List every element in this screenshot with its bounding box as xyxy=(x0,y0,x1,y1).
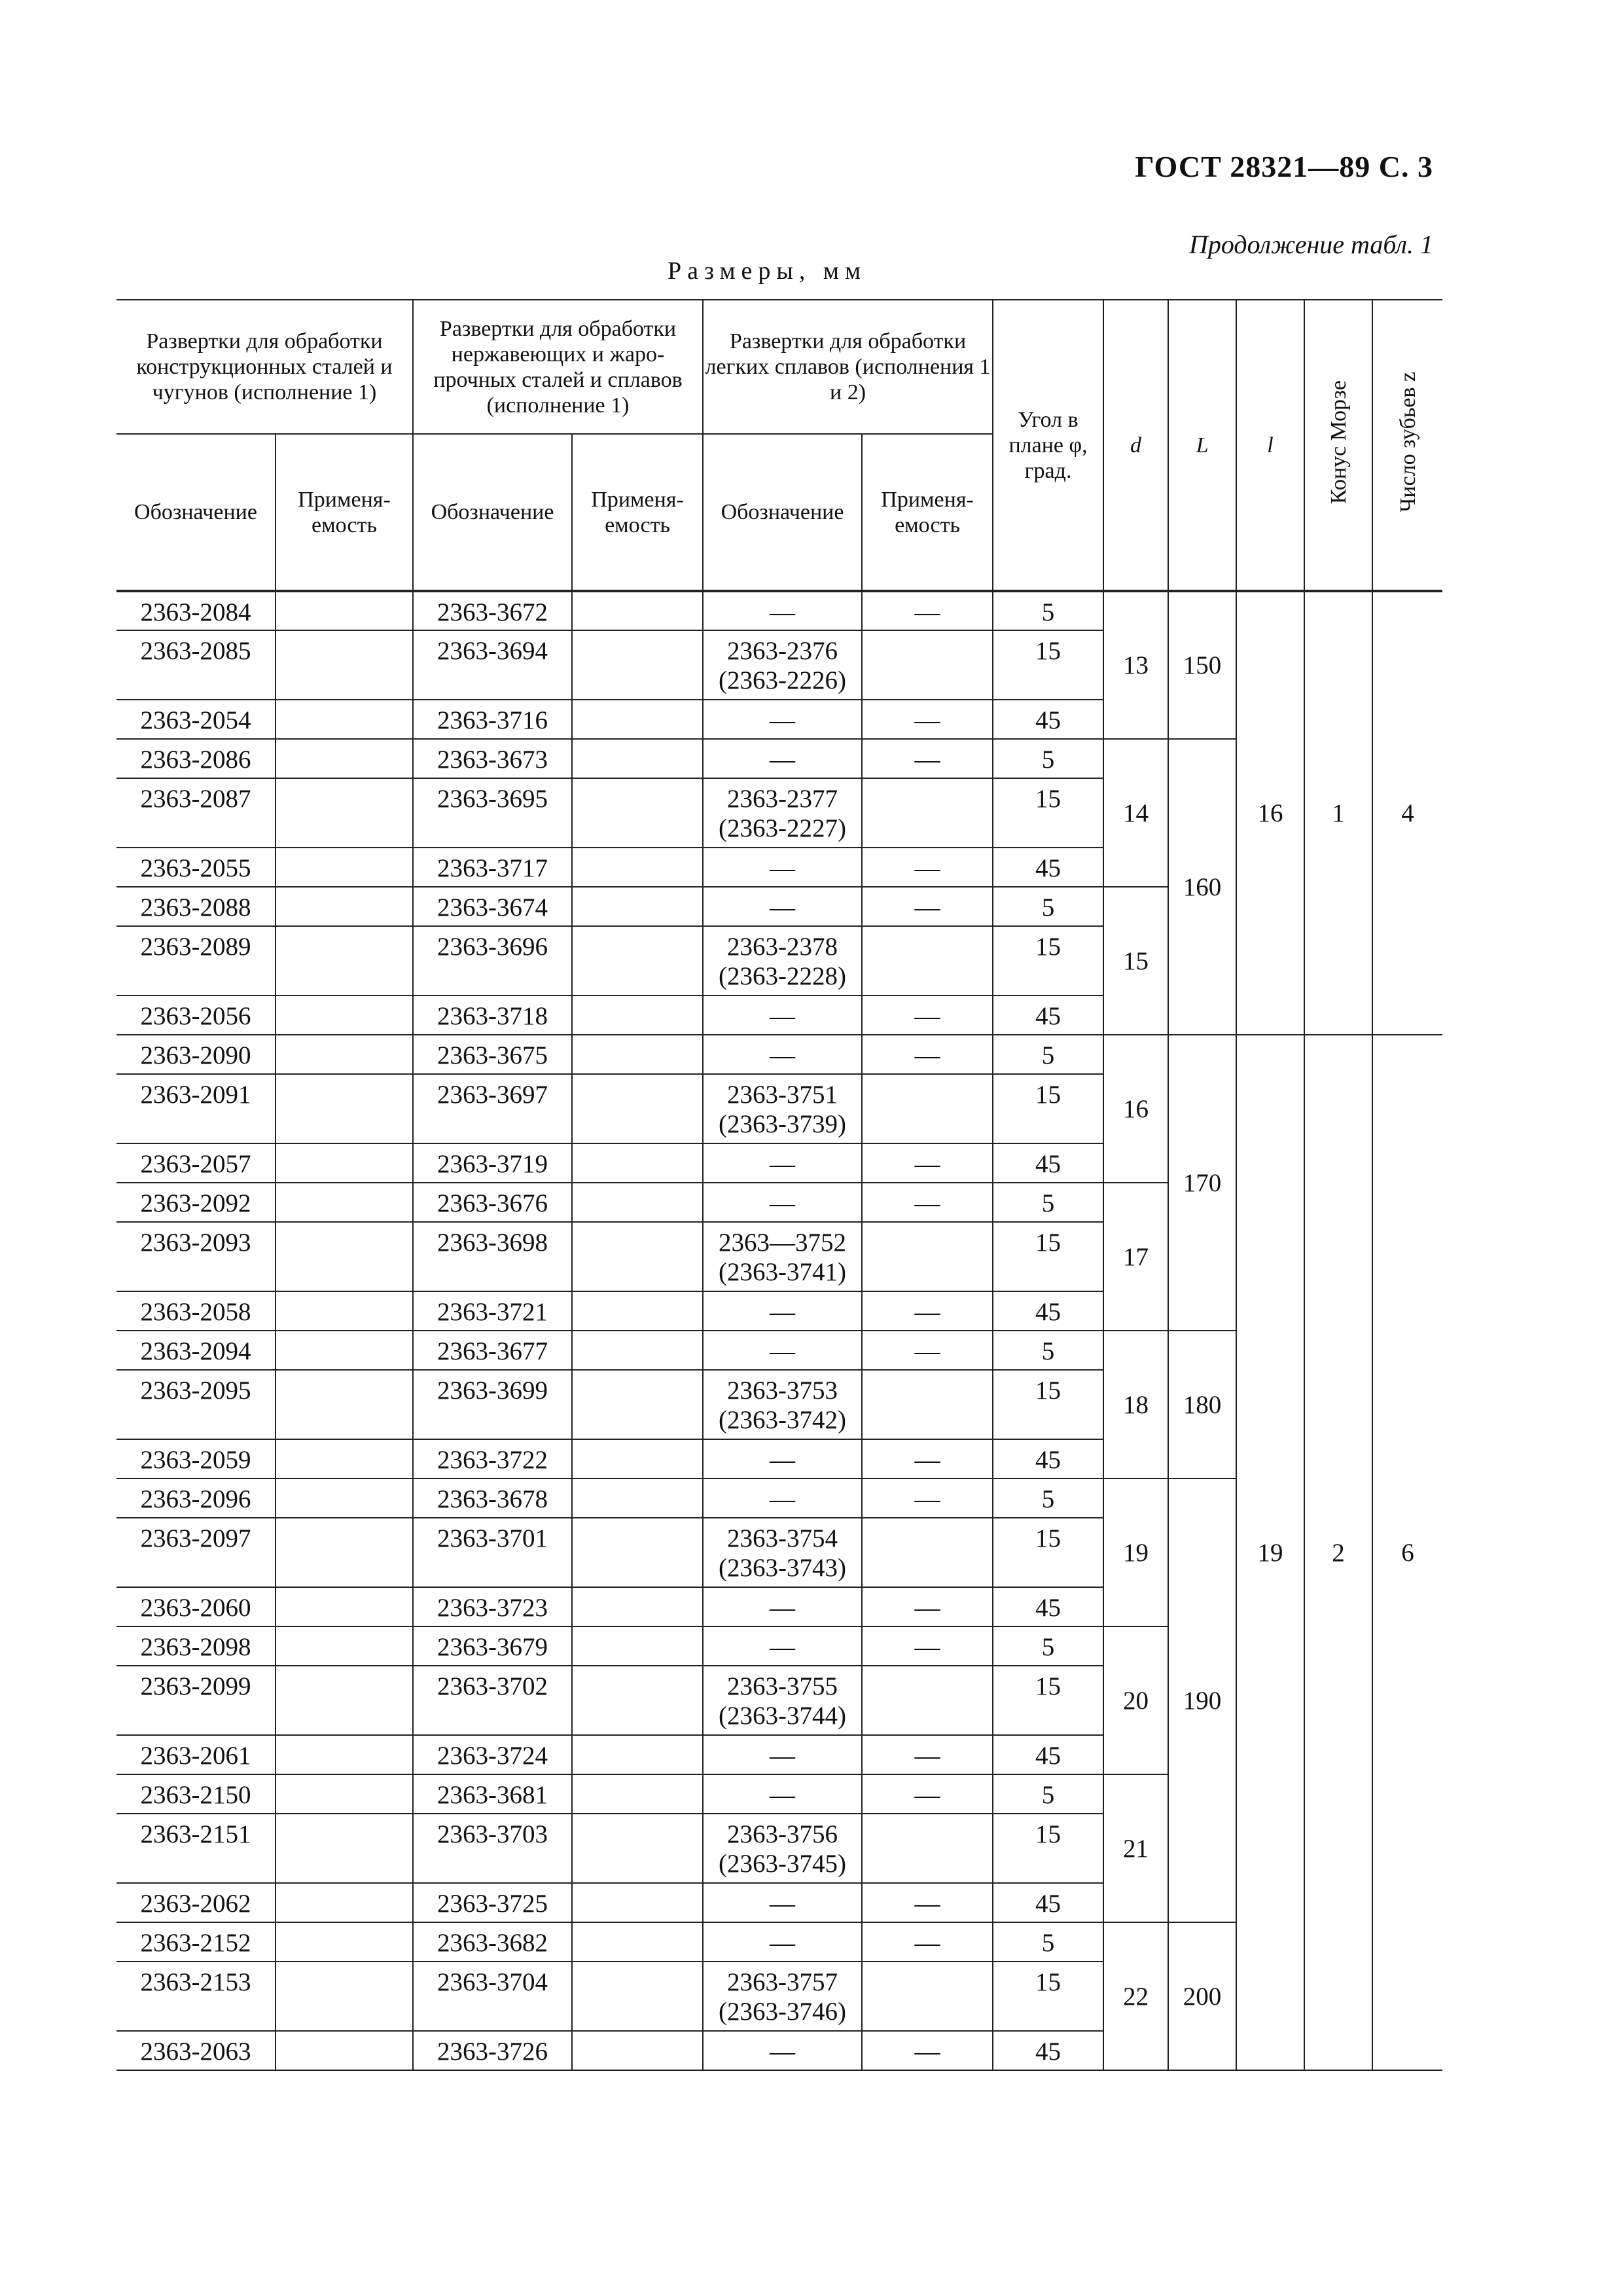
applicability-light-alloy: — xyxy=(862,591,993,630)
applicability-structural xyxy=(276,1626,413,1666)
designation-light-alloy-alt: (2363-3746) xyxy=(719,1998,847,2026)
designation-stainless: 2363-3677 xyxy=(413,1331,572,1370)
applicability-structural xyxy=(276,1143,413,1183)
designation-structural: 2363-2058 xyxy=(116,1291,276,1331)
designation-structural: 2363-2056 xyxy=(116,996,276,1035)
d-value: 13 xyxy=(1103,591,1168,739)
applicability-stainless xyxy=(572,1922,703,1962)
designation-light-alloy-primary: 2363-3754 xyxy=(727,1524,838,1552)
applicability-structural xyxy=(276,1883,413,1922)
designation-stainless: 2363-3703 xyxy=(413,1814,572,1883)
designation-light-alloy-primary: — xyxy=(770,1150,796,1178)
applicability-structural xyxy=(276,739,413,778)
applicability-stainless xyxy=(572,1222,703,1291)
group-header-light-alloys: Развертки для обработки легких сплавов (исполнения 1 и 2) xyxy=(703,300,993,434)
designation-structural: 2363-2094 xyxy=(116,1331,276,1370)
designation-light-alloy-primary: — xyxy=(770,893,796,922)
applicability-light-alloy xyxy=(862,1222,993,1291)
dimensions-caption: Размеры, мм xyxy=(668,257,867,285)
designation-light-alloy-alt: (2363-3745) xyxy=(719,1850,847,1878)
continuation-note: Продолжение табл. 1 xyxy=(1188,230,1433,259)
designation-stainless: 2363-3698 xyxy=(413,1222,572,1291)
col-header-d: d xyxy=(1103,300,1168,591)
designation-structural: 2363-2086 xyxy=(116,739,276,778)
applicability-stainless xyxy=(572,1962,703,2031)
applicability-stainless xyxy=(572,1291,703,1331)
d-value: 20 xyxy=(1103,1626,1168,1774)
applicability-structural xyxy=(276,848,413,887)
applicability-light-alloy xyxy=(862,630,993,700)
morse-value: 1 xyxy=(1304,591,1372,1035)
applicability-stainless xyxy=(572,926,703,996)
designation-stainless: 2363-3682 xyxy=(413,1922,572,1962)
angle-value: 45 xyxy=(993,1587,1103,1626)
applicability-stainless xyxy=(572,700,703,739)
applicability-stainless xyxy=(572,739,703,778)
applicability-structural xyxy=(276,1222,413,1291)
applicability-light-alloy: — xyxy=(862,1143,993,1183)
d-value: 15 xyxy=(1103,887,1168,1035)
designation-light-alloy xyxy=(703,1143,862,1183)
designation-light-alloy xyxy=(703,1291,862,1331)
applicability-light-alloy: — xyxy=(862,1183,993,1222)
angle-value: 15 xyxy=(993,1222,1103,1291)
designation-stainless: 2363-3681 xyxy=(413,1774,572,1814)
applicability-light-alloy: — xyxy=(862,1922,993,1962)
page-header: ГОСТ 28321—89 С. 3 xyxy=(1135,150,1433,183)
designation-stainless: 2363-3672 xyxy=(413,591,572,630)
applicability-stainless xyxy=(572,1035,703,1074)
L-value: 160 xyxy=(1168,739,1236,1035)
applicability-structural xyxy=(276,996,413,1035)
designation-light-alloy-primary: — xyxy=(770,706,796,734)
designation-light-alloy-primary: — xyxy=(770,1298,796,1326)
applicability-light-alloy xyxy=(862,1370,993,1439)
teeth-value: 4 xyxy=(1372,591,1442,1035)
applicability-structural xyxy=(276,1962,413,2031)
applicability-stainless xyxy=(572,1439,703,1479)
designation-light-alloy-alt: (2363-3742) xyxy=(719,1406,847,1434)
designation-light-alloy xyxy=(703,1774,862,1814)
designation-structural: 2363-2063 xyxy=(116,2031,276,2070)
applicability-light-alloy xyxy=(862,1814,993,1883)
designation-light-alloy-primary: — xyxy=(770,854,796,882)
designation-light-alloy xyxy=(703,778,862,848)
angle-value: 45 xyxy=(993,2031,1103,2070)
applicability-structural xyxy=(276,1587,413,1626)
angle-value: 5 xyxy=(993,1774,1103,1814)
table-row xyxy=(116,1035,1442,1074)
designation-light-alloy-primary: — xyxy=(770,1742,796,1770)
col-header-l: l xyxy=(1236,300,1304,591)
designation-stainless: 2363-3679 xyxy=(413,1626,572,1666)
angle-value: 45 xyxy=(993,1735,1103,1774)
applicability-structural xyxy=(276,1666,413,1735)
applicability-structural xyxy=(276,887,413,926)
designation-light-alloy xyxy=(703,1222,862,1291)
designation-stainless: 2363-3704 xyxy=(413,1962,572,2031)
applicability-stainless xyxy=(572,848,703,887)
designation-structural: 2363-2150 xyxy=(116,1774,276,1814)
designation-light-alloy-alt: (2363-2227) xyxy=(719,814,847,842)
angle-value: 5 xyxy=(993,1922,1103,1962)
designation-light-alloy xyxy=(703,996,862,1035)
angle-value: 45 xyxy=(993,996,1103,1035)
applicability-stainless xyxy=(572,1814,703,1883)
applicability-stainless xyxy=(572,630,703,700)
applicability-stainless xyxy=(572,1143,703,1183)
applicability-light-alloy: — xyxy=(862,700,993,739)
applicability-structural xyxy=(276,1035,413,1074)
designation-light-alloy xyxy=(703,1074,862,1143)
angle-value: 45 xyxy=(993,1143,1103,1183)
designation-light-alloy xyxy=(703,1479,862,1518)
d-value: 16 xyxy=(1103,1035,1168,1183)
designation-light-alloy-primary: 2363-2377 xyxy=(727,785,838,813)
applicability-light-alloy: — xyxy=(862,1035,993,1074)
applicability-light-alloy: — xyxy=(862,1331,993,1370)
applicability-light-alloy: — xyxy=(862,1774,993,1814)
morse-value: 2 xyxy=(1304,1035,1372,2070)
designation-light-alloy xyxy=(703,1587,862,1626)
d-value: 14 xyxy=(1103,739,1168,887)
designation-stainless: 2363-3722 xyxy=(413,1439,572,1479)
designation-structural: 2363-2088 xyxy=(116,887,276,926)
designation-light-alloy-primary: 2363-3755 xyxy=(727,1672,838,1700)
col-header-designation-2: Обозначение xyxy=(413,434,572,591)
L-value: 150 xyxy=(1168,591,1236,739)
designation-light-alloy-primary: 2363-3756 xyxy=(727,1820,838,1848)
designation-stainless: 2363-3717 xyxy=(413,848,572,887)
angle-value: 15 xyxy=(993,778,1103,848)
designation-stainless: 2363-3724 xyxy=(413,1735,572,1774)
d-value: 18 xyxy=(1103,1331,1168,1479)
applicability-structural xyxy=(276,1479,413,1518)
designation-structural: 2363-2085 xyxy=(116,630,276,700)
angle-value: 5 xyxy=(993,887,1103,926)
designation-light-alloy xyxy=(703,1439,862,1479)
d-value: 17 xyxy=(1103,1183,1168,1331)
designation-stainless: 2363-3701 xyxy=(413,1518,572,1587)
designation-structural: 2363-2093 xyxy=(116,1222,276,1291)
designation-stainless: 2363-3725 xyxy=(413,1883,572,1922)
applicability-stainless xyxy=(572,1666,703,1735)
designation-light-alloy-primary: — xyxy=(770,1890,796,1918)
angle-value: 5 xyxy=(993,1626,1103,1666)
applicability-light-alloy xyxy=(862,1518,993,1587)
applicability-light-alloy: — xyxy=(862,739,993,778)
angle-value: 45 xyxy=(993,848,1103,887)
designation-stainless: 2363-3723 xyxy=(413,1587,572,1626)
designation-light-alloy xyxy=(703,591,862,630)
applicability-light-alloy xyxy=(862,1962,993,2031)
designation-light-alloy-primary: — xyxy=(770,1485,796,1513)
applicability-structural xyxy=(276,1370,413,1439)
applicability-stainless xyxy=(572,1183,703,1222)
designation-light-alloy-primary: — xyxy=(770,745,796,774)
designation-light-alloy-primary: 2363—3752 xyxy=(719,1229,847,1257)
designation-light-alloy xyxy=(703,926,862,996)
designation-light-alloy xyxy=(703,1626,862,1666)
applicability-stainless xyxy=(572,1518,703,1587)
applicability-structural xyxy=(276,2031,413,2070)
applicability-stainless xyxy=(572,1587,703,1626)
L-value: 170 xyxy=(1168,1035,1236,1331)
designation-light-alloy xyxy=(703,1922,862,1962)
applicability-stainless xyxy=(572,1626,703,1666)
applicability-light-alloy: — xyxy=(862,996,993,1035)
applicability-structural xyxy=(276,1774,413,1814)
angle-value: 15 xyxy=(993,630,1103,700)
d-value: 22 xyxy=(1103,1922,1168,2070)
designation-structural: 2363-2089 xyxy=(116,926,276,996)
angle-value: 15 xyxy=(993,926,1103,996)
applicability-stainless xyxy=(572,591,703,630)
group-header-stainless: Развертки для обработки нержавеющих и жаро-прочных сталей и сплавов (исполнение 1) xyxy=(413,300,703,434)
applicability-light-alloy: — xyxy=(862,848,993,887)
designation-light-alloy xyxy=(703,1370,862,1439)
designation-structural: 2363-2151 xyxy=(116,1814,276,1883)
col-header-designation-3: Обозначение xyxy=(703,434,862,591)
designation-light-alloy-primary: 2363-3751 xyxy=(727,1081,838,1109)
designation-stainless: 2363-3696 xyxy=(413,926,572,996)
applicability-stainless xyxy=(572,1074,703,1143)
applicability-light-alloy: — xyxy=(862,1439,993,1479)
designation-structural: 2363-2095 xyxy=(116,1370,276,1439)
applicability-structural xyxy=(276,1183,413,1222)
applicability-structural xyxy=(276,1074,413,1143)
group-header-structural: Развертки для обработки конструкционных сталей и чугунов (исполнение 1) xyxy=(116,300,413,434)
designation-structural: 2363-2057 xyxy=(116,1143,276,1183)
designation-light-alloy-alt: (2363-3739) xyxy=(719,1110,847,1138)
designation-light-alloy-alt: (2363-3743) xyxy=(719,1554,847,1582)
designation-light-alloy-primary: — xyxy=(770,1189,796,1217)
applicability-stainless xyxy=(572,1331,703,1370)
applicability-light-alloy: — xyxy=(862,1735,993,1774)
applicability-stainless xyxy=(572,1370,703,1439)
designation-light-alloy xyxy=(703,739,862,778)
applicability-light-alloy xyxy=(862,778,993,848)
designation-light-alloy-primary: — xyxy=(770,1446,796,1474)
applicability-structural xyxy=(276,926,413,996)
col-header-applicability-1: Применя-емость xyxy=(276,434,413,591)
applicability-light-alloy xyxy=(862,1666,993,1735)
angle-value: 45 xyxy=(993,700,1103,739)
angle-value: 5 xyxy=(993,591,1103,630)
angle-value: 15 xyxy=(993,1814,1103,1883)
designation-structural: 2363-2096 xyxy=(116,1479,276,1518)
angle-value: 5 xyxy=(993,1035,1103,1074)
angle-value: 15 xyxy=(993,1962,1103,2031)
designation-light-alloy xyxy=(703,1666,862,1735)
designation-stainless: 2363-3673 xyxy=(413,739,572,778)
applicability-light-alloy: — xyxy=(862,1883,993,1922)
designation-light-alloy xyxy=(703,1735,862,1774)
designation-light-alloy-primary: — xyxy=(770,1929,796,1957)
designation-light-alloy-primary: — xyxy=(770,1781,796,1809)
table-row xyxy=(116,591,1442,630)
applicability-light-alloy: — xyxy=(862,1291,993,1331)
angle-value: 15 xyxy=(993,1666,1103,1735)
angle-value: 45 xyxy=(993,1291,1103,1331)
applicability-structural xyxy=(276,778,413,848)
designation-light-alloy xyxy=(703,1814,862,1883)
d-value: 19 xyxy=(1103,1479,1168,1626)
applicability-structural xyxy=(276,1814,413,1883)
L-value: 200 xyxy=(1168,1922,1236,2070)
applicability-light-alloy: — xyxy=(862,887,993,926)
designation-stainless: 2363-3695 xyxy=(413,778,572,848)
col-header-L: L xyxy=(1168,300,1236,591)
applicability-light-alloy: — xyxy=(862,1479,993,1518)
applicability-structural xyxy=(276,591,413,630)
designation-structural: 2363-2055 xyxy=(116,848,276,887)
designation-light-alloy-primary: — xyxy=(770,2037,796,2066)
designation-light-alloy-primary: — xyxy=(770,598,796,626)
applicability-structural xyxy=(276,630,413,700)
applicability-stainless xyxy=(572,1735,703,1774)
designation-stainless: 2363-3697 xyxy=(413,1074,572,1143)
col-header-angle: Угол в плане φ, град. xyxy=(993,300,1103,591)
designation-light-alloy xyxy=(703,1035,862,1074)
designation-structural: 2363-2099 xyxy=(116,1666,276,1735)
applicability-structural xyxy=(276,1735,413,1774)
designation-light-alloy xyxy=(703,2031,862,2070)
designation-light-alloy xyxy=(703,848,862,887)
designation-structural: 2363-2092 xyxy=(116,1183,276,1222)
l-value: 19 xyxy=(1236,1035,1304,2070)
designation-light-alloy-primary: — xyxy=(770,1633,796,1661)
designation-light-alloy-primary: — xyxy=(770,1002,796,1030)
angle-value: 5 xyxy=(993,1183,1103,1222)
applicability-stainless xyxy=(572,1883,703,1922)
L-value: 190 xyxy=(1168,1479,1236,1922)
designation-stainless: 2363-3721 xyxy=(413,1291,572,1331)
applicability-light-alloy xyxy=(862,926,993,996)
designation-light-alloy xyxy=(703,700,862,739)
designation-structural: 2363-2059 xyxy=(116,1439,276,1479)
col-header-morse: Конус Морзе xyxy=(1304,300,1372,591)
designation-stainless: 2363-3675 xyxy=(413,1035,572,1074)
designation-light-alloy-primary: 2363-2378 xyxy=(727,933,838,961)
designation-light-alloy-alt: (2363-2228) xyxy=(719,962,847,990)
angle-value: 15 xyxy=(993,1370,1103,1439)
angle-value: 45 xyxy=(993,1883,1103,1922)
applicability-structural xyxy=(276,1439,413,1479)
designation-light-alloy-primary: — xyxy=(770,1337,796,1365)
applicability-stainless xyxy=(572,778,703,848)
teeth-value: 6 xyxy=(1372,1035,1442,2070)
designation-structural: 2363-2153 xyxy=(116,1962,276,2031)
applicability-light-alloy: — xyxy=(862,2031,993,2070)
designation-light-alloy-primary: 2363-3753 xyxy=(727,1376,838,1405)
applicability-structural xyxy=(276,1922,413,1962)
designation-light-alloy xyxy=(703,1331,862,1370)
applicability-stainless xyxy=(572,996,703,1035)
angle-value: 45 xyxy=(993,1439,1103,1479)
col-header-applicability-3: Применя-емость xyxy=(862,434,993,591)
angle-value: 5 xyxy=(993,739,1103,778)
L-value: 180 xyxy=(1168,1331,1236,1479)
designation-light-alloy xyxy=(703,887,862,926)
applicability-light-alloy: — xyxy=(862,1626,993,1666)
applicability-stainless xyxy=(572,1479,703,1518)
designation-stainless: 2363-3702 xyxy=(413,1666,572,1735)
col-header-teeth: Число зубьев z xyxy=(1372,300,1442,591)
designation-structural: 2363-2062 xyxy=(116,1883,276,1922)
designation-stainless: 2363-3674 xyxy=(413,887,572,926)
designation-stainless: 2363-3718 xyxy=(413,996,572,1035)
designation-light-alloy xyxy=(703,1962,862,2031)
designation-light-alloy-primary: — xyxy=(770,1594,796,1622)
d-value: 21 xyxy=(1103,1774,1168,1922)
col-header-designation-1: Обозначение xyxy=(116,434,276,591)
col-header-applicability-2: Применя-емость xyxy=(572,434,703,591)
designation-stainless: 2363-3716 xyxy=(413,700,572,739)
designation-light-alloy xyxy=(703,1518,862,1587)
angle-value: 5 xyxy=(993,1479,1103,1518)
designation-structural: 2363-2084 xyxy=(116,591,276,630)
designation-structural: 2363-2054 xyxy=(116,700,276,739)
applicability-light-alloy xyxy=(862,1074,993,1143)
applicability-stainless xyxy=(572,1774,703,1814)
designation-light-alloy xyxy=(703,1883,862,1922)
designation-stainless: 2363-3699 xyxy=(413,1370,572,1439)
designation-light-alloy-alt: (2363-3741) xyxy=(719,1258,847,1286)
angle-value: 15 xyxy=(993,1074,1103,1143)
designation-light-alloy-alt: (2363-3744) xyxy=(719,1702,847,1730)
angle-value: 15 xyxy=(993,1518,1103,1587)
l-value: 16 xyxy=(1236,591,1304,1035)
designation-light-alloy-primary: — xyxy=(770,1041,796,1069)
designation-stainless: 2363-3726 xyxy=(413,2031,572,2070)
designation-structural: 2363-2097 xyxy=(116,1518,276,1587)
spec-table xyxy=(116,299,1442,2071)
applicability-structural xyxy=(276,1331,413,1370)
designation-structural: 2363-2098 xyxy=(116,1626,276,1666)
designation-stainless: 2363-3719 xyxy=(413,1143,572,1183)
designation-structural: 2363-2087 xyxy=(116,778,276,848)
applicability-structural xyxy=(276,700,413,739)
applicability-structural xyxy=(276,1291,413,1331)
designation-structural: 2363-2061 xyxy=(116,1735,276,1774)
designation-structural: 2363-2152 xyxy=(116,1922,276,1962)
designation-stainless: 2363-3694 xyxy=(413,630,572,700)
applicability-structural xyxy=(276,1518,413,1587)
designation-light-alloy xyxy=(703,1183,862,1222)
applicability-light-alloy: — xyxy=(862,1587,993,1626)
applicability-stainless xyxy=(572,887,703,926)
designation-structural: 2363-2060 xyxy=(116,1587,276,1626)
angle-value: 5 xyxy=(993,1331,1103,1370)
designation-structural: 2363-2091 xyxy=(116,1074,276,1143)
designation-light-alloy-alt: (2363-2226) xyxy=(719,666,847,694)
applicability-stainless xyxy=(572,2031,703,2070)
designation-structural: 2363-2090 xyxy=(116,1035,276,1074)
designation-light-alloy xyxy=(703,630,862,700)
designation-light-alloy-primary: 2363-2376 xyxy=(727,637,838,665)
designation-stainless: 2363-3678 xyxy=(413,1479,572,1518)
designation-stainless: 2363-3676 xyxy=(413,1183,572,1222)
designation-light-alloy-primary: 2363-3757 xyxy=(727,1968,838,1996)
